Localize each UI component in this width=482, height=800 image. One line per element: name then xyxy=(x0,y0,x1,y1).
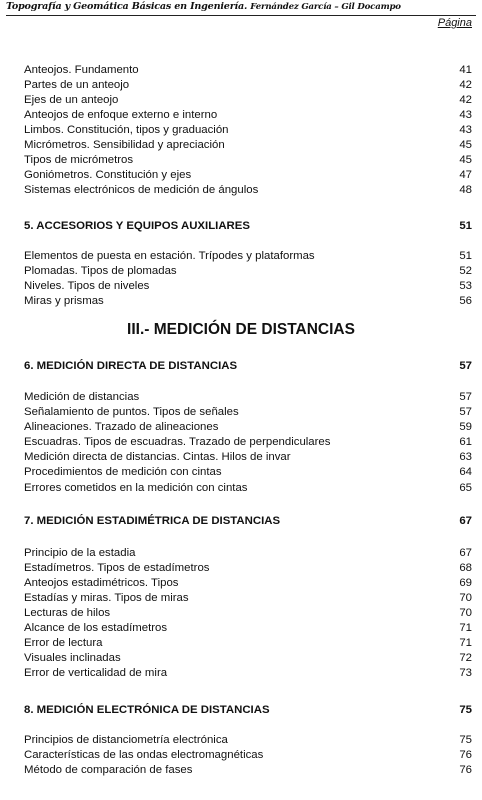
page-number: 48 xyxy=(459,184,472,196)
entry-title: Goniómetros. Constitución y ejes xyxy=(24,169,192,181)
page-number: 51 xyxy=(459,220,472,232)
page-number: 59 xyxy=(459,421,472,433)
toc-entry-row xyxy=(24,123,472,138)
toc-entry-row xyxy=(24,450,472,465)
toc-entry-row xyxy=(24,390,472,405)
toc-entry-row xyxy=(24,666,472,681)
page-number: 65 xyxy=(459,482,472,494)
toc-entry-row xyxy=(24,63,472,78)
page-number: 57 xyxy=(459,406,472,418)
toc-entry-row xyxy=(24,481,472,496)
entry-title: Errores cometidos en la medición con cintas xyxy=(24,482,248,494)
entry-title: Anteojos estadimétricos. Tipos xyxy=(24,577,179,589)
page-number: 45 xyxy=(459,139,472,151)
chapter-title: 8. MEDICIÓN ELECTRÓNICA DE DISTANCIAS xyxy=(24,704,270,716)
chapter-heading-row xyxy=(24,703,472,718)
page-number: 63 xyxy=(459,451,472,463)
page-number: 67 xyxy=(459,547,472,559)
toc-entry-row xyxy=(24,249,472,264)
entry-title: Medición directa de distancias. Cintas. Hilos de invar xyxy=(24,451,291,463)
page-number: 71 xyxy=(459,637,472,649)
toc-entry-row xyxy=(24,264,472,279)
toc-entry-row xyxy=(24,748,472,763)
page-number: 67 xyxy=(459,515,472,527)
page-number: 52 xyxy=(459,265,472,277)
toc-entry-row xyxy=(24,763,472,778)
entry-title: Lecturas de hilos xyxy=(24,607,111,619)
entry-title: Escuadras. Tipos de escuadras. Trazado de perpendiculares xyxy=(24,436,331,448)
page-number: 56 xyxy=(459,295,472,307)
toc-entry-row xyxy=(24,591,472,606)
book-title: Topografía y Geomática Básicas en Ingeniería. xyxy=(6,1,248,12)
running-header xyxy=(6,1,476,12)
entry-title: Anteojos de enfoque externo e interno xyxy=(24,109,218,121)
toc-entry-row xyxy=(24,561,472,576)
page-number: 51 xyxy=(459,250,472,262)
entry-title: Niveles. Tipos de niveles xyxy=(24,280,150,292)
toc-entry-row xyxy=(24,108,472,123)
page-number: 61 xyxy=(459,436,472,448)
toc-entry-row xyxy=(24,420,472,435)
toc-entry-row xyxy=(24,93,472,108)
page-number: 57 xyxy=(459,391,472,403)
toc-entry-row xyxy=(24,405,472,420)
toc-entry-row xyxy=(24,168,472,183)
book-authors: Fernández García – Gil Docampo xyxy=(250,2,401,12)
entry-title: Elementos de puesta en estación. Trípodes y plataformas xyxy=(24,250,315,262)
page-number: 41 xyxy=(459,64,472,76)
pagina-label: Página xyxy=(437,17,472,29)
toc-entry-row xyxy=(24,138,472,153)
page-number: 53 xyxy=(459,280,472,292)
entry-title: Procedimientos de medición con cintas xyxy=(24,466,222,478)
page-number: 57 xyxy=(459,360,472,372)
entry-title: Error de lectura xyxy=(24,637,103,649)
toc-entry-row xyxy=(24,733,472,748)
chapter-title: 5. ACCESORIOS Y EQUIPOS AUXILIARES xyxy=(24,220,250,232)
entry-title: Señalamiento de puntos. Tipos de señales xyxy=(24,406,239,418)
toc-entry-row xyxy=(24,621,472,636)
entry-title: Plomadas. Tipos de plomadas xyxy=(24,265,177,277)
page-number: 45 xyxy=(459,154,472,166)
page-number: 68 xyxy=(459,562,472,574)
entry-title: Ejes de un anteojo xyxy=(24,94,119,106)
page-number: 42 xyxy=(459,79,472,91)
part-title: III.- MEDICIÓN DE DISTANCIAS xyxy=(127,321,355,338)
page-number: 76 xyxy=(459,764,472,776)
entry-title: Micrómetros. Sensibilidad y apreciación xyxy=(24,139,225,151)
page-number: 64 xyxy=(459,466,472,478)
entry-title: Alineaciones. Trazado de alineaciones xyxy=(24,421,219,433)
chapter-heading-row xyxy=(24,359,472,374)
toc-entry-row xyxy=(24,153,472,168)
chapter-title: 6. MEDICIÓN DIRECTA DE DISTANCIAS xyxy=(24,360,238,372)
entry-title: Método de comparación de fases xyxy=(24,764,193,776)
toc-entry-row xyxy=(24,279,472,294)
page-number: 70 xyxy=(459,607,472,619)
toc-entry-row xyxy=(24,606,472,621)
entry-title: Miras y prismas xyxy=(24,295,104,307)
toc-entry-row xyxy=(24,576,472,591)
entry-title: Principio de la estadia xyxy=(24,547,136,559)
entry-title: Anteojos. Fundamento xyxy=(24,64,139,76)
entry-title: Medición de distancias xyxy=(24,391,140,403)
entry-title: Estadímetros. Tipos de estadímetros xyxy=(24,562,210,574)
page-number: 47 xyxy=(459,169,472,181)
chapter-heading-row xyxy=(24,514,472,529)
page-number: 72 xyxy=(459,652,472,664)
page-number: 75 xyxy=(459,704,472,716)
entry-title: Alcance de los estadímetros xyxy=(24,622,168,634)
page-number: 42 xyxy=(459,94,472,106)
entry-title: Principios de distanciometría electrónica xyxy=(24,734,228,746)
page-number: 43 xyxy=(459,124,472,136)
toc-entry-row xyxy=(24,636,472,651)
toc-entry-row xyxy=(24,546,472,561)
page-number: 69 xyxy=(459,577,472,589)
entry-title: Estadías y miras. Tipos de miras xyxy=(24,592,189,604)
entry-title: Sistemas electrónicos de medición de ángulos xyxy=(24,184,259,196)
page-number: 70 xyxy=(459,592,472,604)
entry-title: Partes de un anteojo xyxy=(24,79,130,91)
entry-title: Visuales inclinadas xyxy=(24,652,121,664)
entry-title: Limbos. Constitución, tipos y graduación xyxy=(24,124,229,136)
page-number: 75 xyxy=(459,734,472,746)
entry-title: Tipos de micrómetros xyxy=(24,154,134,166)
toc-entry-row xyxy=(24,183,472,198)
page-number: 43 xyxy=(459,109,472,121)
toc-entry-row xyxy=(24,651,472,666)
page-number: 76 xyxy=(459,749,472,761)
page-number: 71 xyxy=(459,622,472,634)
chapter-title: 7. MEDICIÓN ESTADIMÉTRICA DE DISTANCIAS xyxy=(24,515,281,527)
toc-entry-row xyxy=(24,294,472,309)
toc-entry-row xyxy=(24,435,472,450)
page-number: 73 xyxy=(459,667,472,679)
entry-title: Características de las ondas electromagnéticas xyxy=(24,749,264,761)
header-rule xyxy=(6,15,476,16)
toc-entry-row xyxy=(24,78,472,93)
toc-entry-row xyxy=(24,465,472,480)
entry-title: Error de verticalidad de mira xyxy=(24,667,168,679)
chapter-heading-row xyxy=(24,219,472,234)
